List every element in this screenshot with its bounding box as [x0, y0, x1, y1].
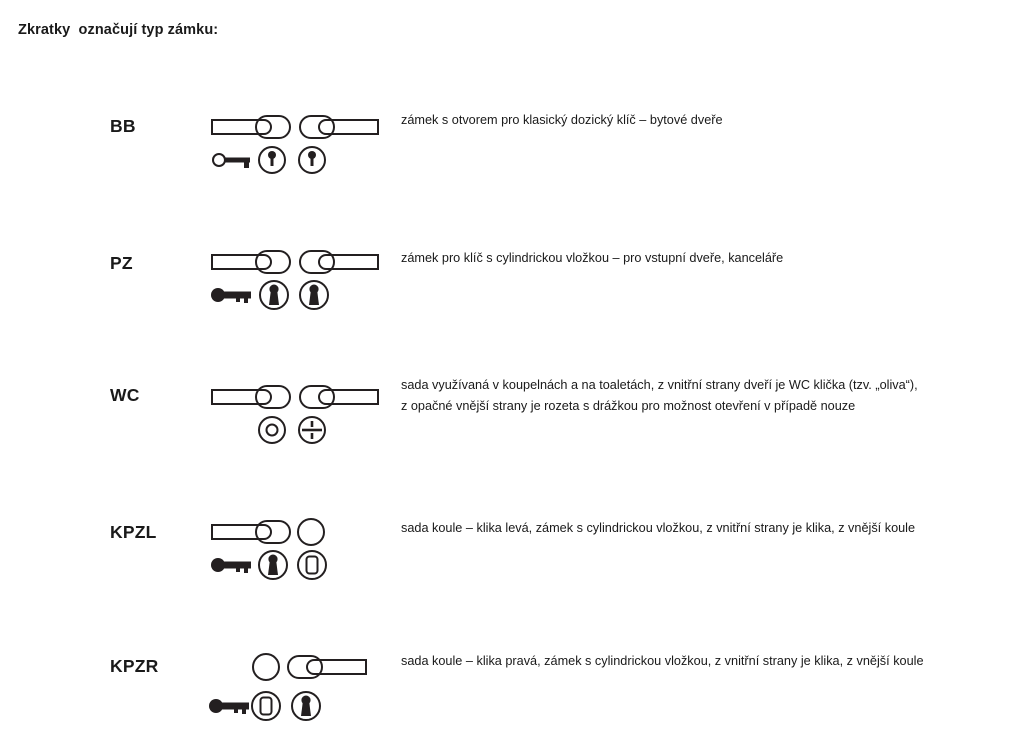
- lock-code-label: KPZL: [110, 522, 157, 542]
- lock-description-line1: zámek pro klíč s cylindrickou vložkou – pro vstupní dveře, kanceláře: [401, 251, 784, 265]
- lock-set-bb-icon: [200, 94, 390, 194]
- lock-description: [401, 110, 1001, 131]
- lock-description: [401, 518, 1001, 539]
- list-item: [0, 348, 1011, 483]
- lock-set-wc-icon: [200, 364, 390, 464]
- lock-description: [401, 651, 1001, 672]
- lock-description-line1: sada koule – klika levá, zámek s cylindrickou vložkou, z vnitřní strany je klika, z vnější koule: [401, 521, 916, 535]
- list-item: [0, 618, 1011, 753]
- lock-description: [401, 375, 1001, 417]
- lock-abbreviation-list: [0, 78, 1011, 753]
- list-item: [0, 78, 1011, 213]
- lock-set-kpzr-icon: [200, 634, 390, 734]
- lock-set-pz-icon: [200, 229, 390, 329]
- lock-description: [401, 248, 1001, 269]
- lock-set-kpzl-icon: [200, 499, 390, 599]
- lock-description-line1: sada koule – klika pravá, zámek s cylindrickou vložkou, z vnitřní strany je klika, z vnější koule: [401, 654, 924, 668]
- lock-code-label: WC: [110, 385, 140, 405]
- lock-code-label: BB: [110, 116, 136, 136]
- list-item: [0, 213, 1011, 348]
- lock-description-line2: z opačné vnější strany je rozeta s drážkou pro možnost otevření v případě nouze: [401, 399, 856, 413]
- lock-description-line1: zámek s otvorem pro klasický dozický klíč – bytové dveře: [401, 113, 723, 127]
- lock-code-label: PZ: [110, 253, 133, 273]
- lock-code-label: KPZR: [110, 656, 159, 676]
- page-title: Zkratky označují typ zámku:: [18, 22, 219, 38]
- lock-description-line1: sada využívaná v koupelnách a na toaletách, z vnitřní strany dveří je WC klička (tzv. „oliva“),: [401, 378, 918, 392]
- list-item: [0, 483, 1011, 618]
